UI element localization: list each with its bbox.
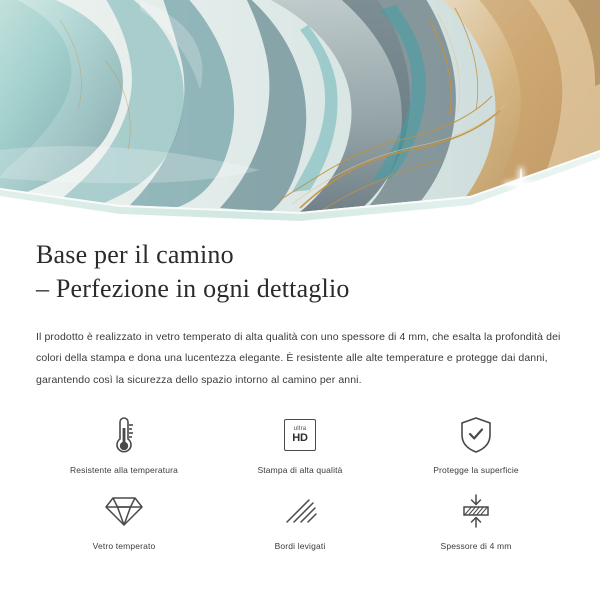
- feature-temperature-resistant: [36, 413, 212, 475]
- feature-label: Stampa di alta qualità: [257, 465, 343, 476]
- feature-high-quality-print: [212, 413, 388, 475]
- feature-grid: [36, 413, 564, 551]
- feature-label: Bordi levigati: [274, 541, 326, 552]
- ultra-hd-badge-top: ultra: [293, 426, 307, 433]
- headline-line-1: Base per il camino: [36, 240, 234, 269]
- thickness-arrows-icon: [459, 489, 493, 533]
- feature-polished-edges: [212, 489, 388, 551]
- product-description: Il prodotto è realizzato in vetro temperato di alta qualità con uno spessore di 4 mm, che esalta la profondità dei colori della stampa e dona una lucentezza elegante. È resistente alle alte temperature e protegge dai danni, garantendo così la sicurezza dello spazio intorno al camino per anni.: [36, 330, 561, 386]
- feature-label: Spessore di 4 mm: [440, 541, 512, 552]
- feature-surface-protection: [388, 413, 564, 475]
- ultra-hd-icon: [284, 413, 316, 457]
- page-title: [36, 222, 564, 307]
- content-section: [0, 222, 600, 551]
- feature-label: Resistente alla temperatura: [70, 465, 178, 476]
- ultra-hd-badge-bottom: HD: [292, 432, 308, 445]
- thermometer-icon: [111, 413, 137, 457]
- feature-tempered-glass: [36, 489, 212, 551]
- hero-image: [0, 0, 600, 222]
- marble-abstract-glass-panel-photo: [0, 0, 600, 222]
- feature-label: Vetro temperato: [92, 541, 156, 552]
- diamond-icon: [105, 489, 143, 533]
- shield-check-icon: [459, 413, 493, 457]
- headline-line-2: – Perfezione in ogni dettaglio: [36, 274, 350, 304]
- feature-label: Protegge la superficie: [433, 465, 519, 476]
- polished-edges-icon: [283, 489, 317, 533]
- feature-thickness-4mm: [388, 489, 564, 551]
